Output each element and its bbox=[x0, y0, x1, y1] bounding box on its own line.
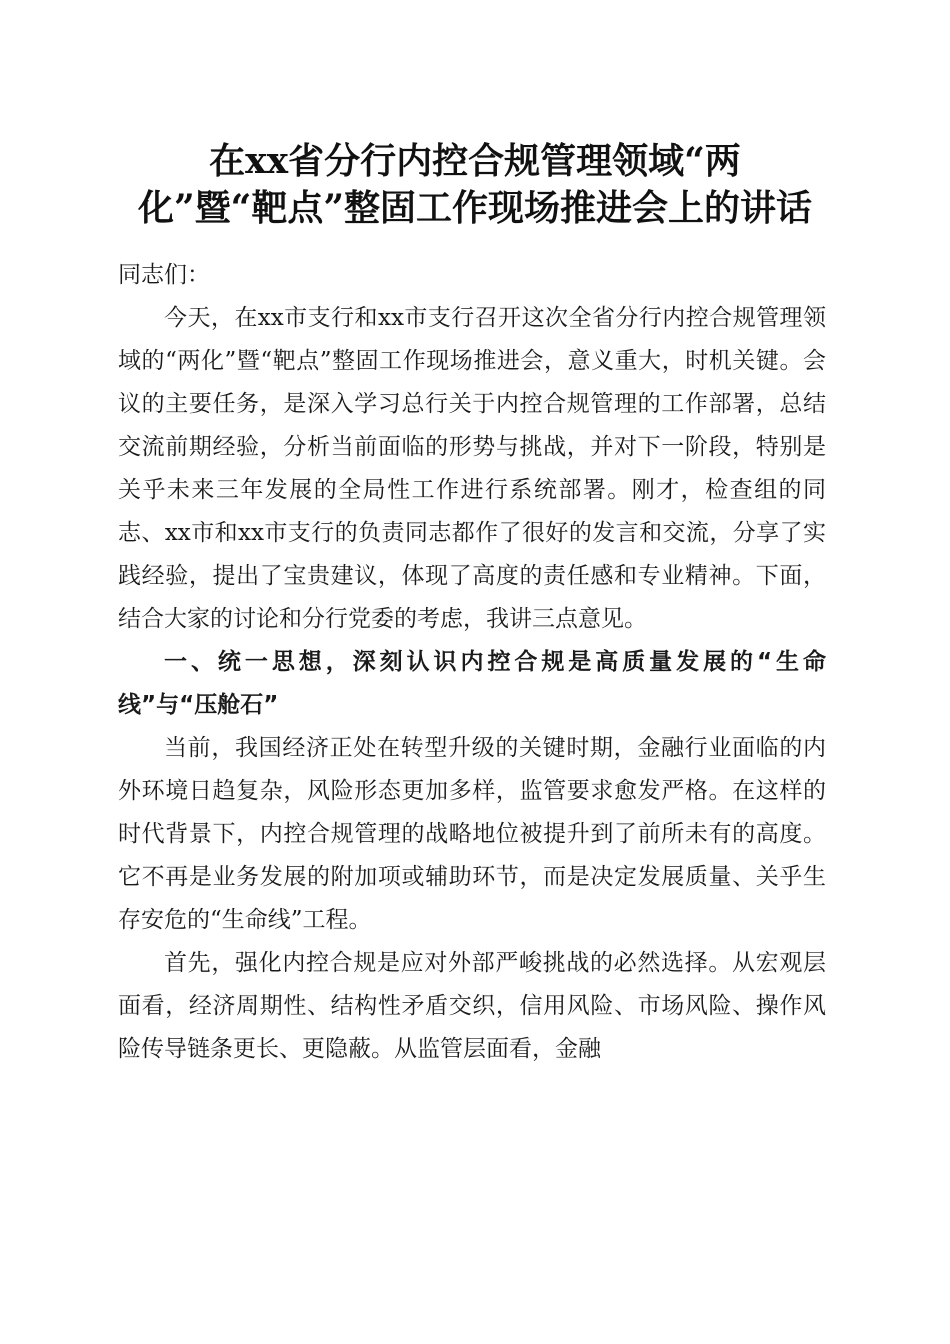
title-line-1: 在xx省分行内控合规管理领域“两 bbox=[209, 140, 741, 182]
document-title bbox=[100, 138, 850, 232]
paragraph-first-point: 首先，强化内控合规是应对外部严峻挑战的必然选择。从宏观层面看，经济周期性、结构性矛盾交织，信用风险、市场风险、操作风险传导链条更长、更隐蔽。从监管层面看，金融 bbox=[118, 950, 826, 1062]
paragraph-context: 当前，我国经济正处在转型升级的关键时期，金融行业面临的内外环境日趋复杂，风险形态更加多样，监管要求愈发严格。在这样的时代背景下，内控合规管理的战略地位被提升到了前所未有的高度。它不再是业务发展的附加项或辅助环节，而是决定发展质量、关乎生存安危的“生命线”工程。 bbox=[118, 735, 826, 933]
salutation: 同志们： bbox=[118, 262, 210, 288]
section-heading-1: 一、统一思想，深刻认识内控合规是高质量发展的“生命线”与“压舱石” bbox=[118, 649, 826, 718]
paragraph-opening: 今天，在xx市支行和xx市支行召开这次全省分行内控合规管理领域的“两化”暨“靶点”整固工作现场推进会，意义重大，时机关键。会议的主要任务，是深入学习总行关于内控合规管理的工作部署，总结交流前期经验，分析当前面临的形势与挑战，并对下一阶段，特别是关乎未来三年发展的全局性工作进行系统部署。刚才，检查组的同志、xx市和xx市支行的负责同志都作了很好的发言和交流，分享了实践经验，提出了宝贵建议，体现了高度的责任感和专业精神。下面，结合大家的讨论和分行党委的考虑，我讲三点意见。 bbox=[118, 305, 826, 632]
document-body bbox=[118, 254, 826, 1071]
title-line-2: 化”暨“靶点”整固工作现场推进会上的讲话 bbox=[137, 187, 813, 229]
